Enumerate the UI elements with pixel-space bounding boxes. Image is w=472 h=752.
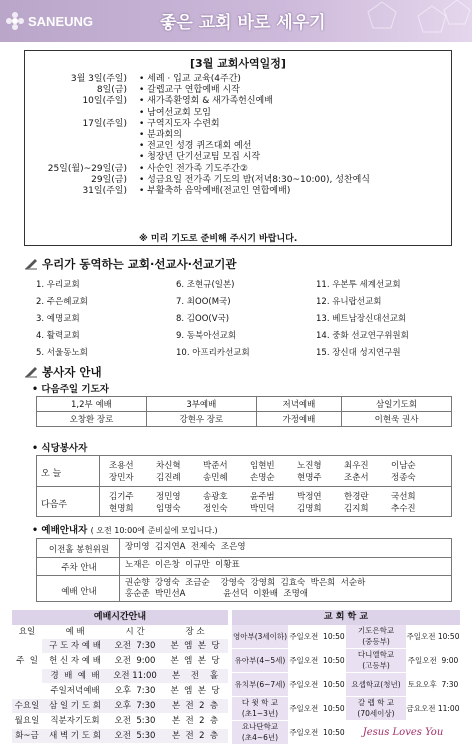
partner-item: 5. 서울동노회 — [36, 348, 88, 358]
school-cell: 주일오전 10:50 — [288, 625, 346, 648]
pencil-icon — [24, 366, 38, 378]
worship-cell: 오전 5:30 — [108, 729, 162, 743]
worship-header: 예 배 — [65, 627, 85, 637]
meal-name: 현명주 — [297, 473, 322, 483]
meal-name: 김기주 — [109, 492, 134, 502]
worship-header: 시 간 — [125, 627, 145, 637]
school-cell: 다니엘학교 (고등부) — [346, 649, 406, 672]
meal-name: 임명숙 — [156, 504, 181, 514]
worship-table — [12, 624, 228, 746]
worship-cell: 주 일 — [16, 656, 38, 666]
worship-cell: 오전 7:30 — [108, 639, 162, 653]
schedule-note: ※ 미리 기도로 준비해 주시기 바랍니다. — [139, 234, 298, 244]
partner-item: 3. 예명교회 — [36, 314, 80, 324]
leader-header: 1,2부 예배 — [37, 397, 147, 412]
meal-name: 장민자 — [109, 473, 134, 483]
partner-item: 7. 최OO(M국) — [176, 297, 231, 307]
usher-label: • 예배안내자 ( 오전 10:00에 준비실에 모입니다.) — [32, 525, 218, 536]
meal-name: 현명희 — [109, 504, 134, 514]
school-cell: 요나단학교 (초4~6년) — [232, 721, 288, 744]
page-header — [0, 0, 472, 42]
worship-cell: 오후 7:30 — [108, 684, 162, 698]
usher-role: 주차 안내 — [61, 563, 97, 573]
meal-name: 박민덕 — [250, 504, 275, 514]
meal-row-label: 오 늘 — [41, 469, 62, 479]
usher-names: 권순향 강영숙 조금순 강영숙 강영희 김효숙 박은희 서순하 홍순준 박민선A 윤선덕 이환배 조명애 — [125, 578, 366, 599]
schedule-item: • 구역지도자 수련회 — [139, 118, 220, 129]
worship-cell: 직분자기도회 — [42, 714, 108, 728]
partner-item: 4. 활력교회 — [36, 331, 80, 341]
leader-value: 강현우 장로 — [146, 412, 256, 427]
school-cell: 금요오전 11:00 — [406, 697, 460, 720]
partner-item: 11. 우본투 세계선교회 — [316, 280, 401, 290]
school-cell: 토요오후 7:30 — [406, 673, 460, 696]
worship-cell: 수요일 — [12, 699, 42, 713]
service-heading — [24, 364, 102, 380]
school-cell: 주일오전 10:50 — [288, 649, 346, 672]
usher-names: 장미영 김지연A 전제숙 조은영 — [125, 542, 246, 552]
meal-name: 김진례 — [156, 473, 181, 483]
schedule-date: 10일(주일) — [82, 96, 127, 107]
side-text — [464, 470, 472, 750]
schedule-item: • 새가족환영회 & 새가족헌신예배 — [139, 96, 273, 107]
meal-name: 최우진 — [344, 461, 369, 471]
schedule-item: • 사순인 전가족 기도주간② — [139, 163, 248, 174]
meal-name: 송민혜 — [203, 473, 228, 483]
worship-title: 예배시간안내 — [12, 610, 228, 625]
partners-heading-text: 우리가 동역하는 교회·선교사·선교기관 — [42, 257, 237, 271]
worship-header: 요일 — [18, 627, 36, 637]
meal-name: 차신혁 — [156, 461, 181, 471]
worship-cell: 구 도 자 예 배 — [42, 639, 108, 653]
schedule-item: • 청장년 단기선교팀 모집 시작 — [139, 152, 261, 163]
schedule-item: • 남여선교회 모임 — [139, 107, 211, 118]
partner-item: 13. 베트남장신대선교회 — [316, 314, 407, 324]
meal-table — [36, 455, 452, 517]
meal-row-label: 다음주 — [41, 500, 68, 510]
leader-value: 가정예배 — [256, 412, 341, 427]
worship-cell: 본 전 홀 — [162, 669, 228, 683]
worship-cell: 월요일 — [12, 714, 42, 728]
meal-name: 윤주범 — [250, 492, 275, 502]
school-cell: 주일오전 10:50 — [288, 721, 346, 744]
worship-cell: 오전 9:00 — [108, 654, 162, 668]
usher-table — [36, 538, 452, 602]
school-cell: 갈 렙 학 교 (70세이상) — [346, 697, 406, 720]
worship-cell: 화~금 — [12, 729, 42, 743]
school-title: 교 회 학 교 — [232, 610, 460, 625]
partner-item: 9. 동북아선교회 — [176, 331, 237, 341]
page-title: 좋은 교회 바로 세우기 — [160, 13, 326, 33]
meal-name: 노진형 — [297, 461, 322, 471]
school-cell: 주일오전 9:00 — [406, 649, 460, 672]
schedule-item: • 전교인 성경 퀴즈대회 예선 — [139, 141, 252, 152]
decorative-pattern — [362, 0, 472, 42]
worship-cell: 새 벽 기 도 회 — [42, 729, 108, 743]
school-cell: 유치부(6~7세) — [232, 673, 288, 696]
school-cell: 유아부(4~5세) — [232, 649, 288, 672]
meal-name: 조용선 — [109, 461, 134, 471]
usher-note: ( 오전 10:00에 준비실에 모입니다.) — [90, 526, 218, 535]
leader-header: 3부예배 — [146, 397, 256, 412]
service-heading-text: 봉사자 안내 — [42, 365, 102, 379]
schedule-date: 17일(주일) — [82, 118, 127, 129]
worship-cell: 오전 11:00 — [108, 669, 162, 683]
school-cell: 기도은학교 (중등부) — [346, 625, 406, 648]
meal-name: 정인숙 — [203, 504, 228, 514]
schedule-date: 3월 3일(주일) — [70, 74, 127, 84]
meal-name: 추수진 — [391, 504, 416, 514]
school-cell: 영아부(3세이하) — [232, 625, 288, 648]
partner-item: 12. 유니랍선교회 — [316, 297, 382, 307]
meal-name: 박정연 — [297, 492, 322, 502]
meal-name: 국선희 — [391, 492, 416, 502]
church-logo — [6, 6, 122, 36]
worship-cell: 오전 5:30 — [108, 714, 162, 728]
schedule-date: 8일(금) — [96, 85, 127, 96]
schedule-date: 29일(금) — [91, 174, 127, 185]
meal-name: 정민영 — [156, 492, 181, 502]
worship-cell: 본 전 2 층 — [162, 699, 228, 713]
schedule-date: 31일(주일) — [82, 186, 127, 196]
worship-cell: 본 엠 본 당 — [162, 654, 228, 668]
school-table — [232, 624, 460, 746]
worship-cell: 본 전 2 층 — [162, 729, 228, 743]
meal-name: 임현빈 — [250, 461, 275, 471]
meal-label: • 식당봉사자 — [32, 443, 88, 454]
schedule-title: [3월 교회사역일정] — [190, 57, 286, 70]
school-cell: 주일오전 10:50 — [406, 625, 460, 648]
schedule-item: • 분과회의 — [139, 130, 182, 140]
school-cell: 다 윗 학 교 (초1~3년) — [232, 697, 288, 720]
leader-value: 이현욱 권사 — [342, 412, 452, 427]
partner-item: 6. 조현규(일본) — [176, 280, 235, 290]
meal-name: 김지희 — [344, 504, 369, 514]
schedule-box — [24, 50, 452, 246]
meal-name: 박준서 — [203, 461, 228, 471]
usher-role: 이전홀 봉헌위원 — [48, 545, 110, 555]
leader-header: 삼일기도회 — [342, 397, 452, 412]
brand-name: SANEUNG — [28, 13, 94, 29]
worship-cell: 오후 7:30 — [108, 699, 162, 713]
leader-value: 오창환 장로 — [37, 412, 147, 427]
meal-name: 김명희 — [297, 504, 322, 514]
schedule-item: • 갈렙교구 연합예배 시작 — [139, 85, 240, 96]
meal-name: 송광호 — [203, 492, 228, 502]
schedule-item: • 세례 · 입교 교육(4주간) — [139, 74, 241, 84]
school-cell: 주일오전 10:50 — [288, 673, 346, 696]
worship-cell: 본 엠 본 당 — [162, 639, 228, 653]
leader-header: 저녁예배 — [256, 397, 341, 412]
worship-cell: 주일저녁예배 — [42, 684, 108, 698]
usher-names: 노재은 이은창 이규만 이황표 — [125, 560, 240, 570]
worship-cell: 본 엠 본 당 — [162, 684, 228, 698]
worship-header: 장 소 — [185, 627, 205, 637]
pencil-icon — [24, 258, 38, 270]
meal-name: 손명순 — [250, 473, 275, 483]
worship-cell: 경 배 예 배 — [42, 669, 108, 683]
partner-item: 8. 김OO(V국) — [176, 314, 230, 324]
flower-icon — [6, 12, 24, 30]
partners-heading — [24, 256, 237, 272]
worship-cell: 헌 신 자 예 배 — [42, 654, 108, 668]
sunday-leader-table — [36, 396, 452, 427]
schedule-date: 25일(월)~29일(금) — [47, 163, 127, 174]
schedule-item: • 성금요일 전가족 기도의 밤(저녁8:30~10:00), 성찬예식 — [139, 174, 370, 185]
partner-item: 1. 우리교회 — [36, 280, 80, 290]
meal-name: 조춘서 — [344, 473, 369, 483]
meal-name: 한경란 — [344, 492, 369, 502]
school-cell: 요셉학교(청년) — [346, 673, 406, 696]
partner-item: 10. 아프리카선교회 — [176, 348, 250, 358]
partner-item: 14. 중화 선교연구위원회 — [316, 331, 409, 341]
schedule-item: • 부활축하 음악예배(전교인 연합예배) — [139, 186, 291, 196]
school-cell: Jesus Loves You — [346, 721, 460, 744]
meal-name: 이남순 — [391, 461, 416, 471]
worship-cell: 삼 일 기 도 회 — [42, 699, 108, 713]
meal-name: 정종숙 — [391, 473, 416, 483]
usher-role: 예배 안내 — [61, 587, 97, 597]
partner-item: 15. 장신대 성지연구원 — [316, 348, 401, 358]
partner-item: 2. 주은혜교회 — [36, 297, 88, 307]
school-cell: 주일오전 10:50 — [288, 697, 346, 720]
worship-cell: 본 전 2 층 — [162, 714, 228, 728]
sunday-leader-label: • 다음주일 기도자 — [32, 384, 109, 395]
